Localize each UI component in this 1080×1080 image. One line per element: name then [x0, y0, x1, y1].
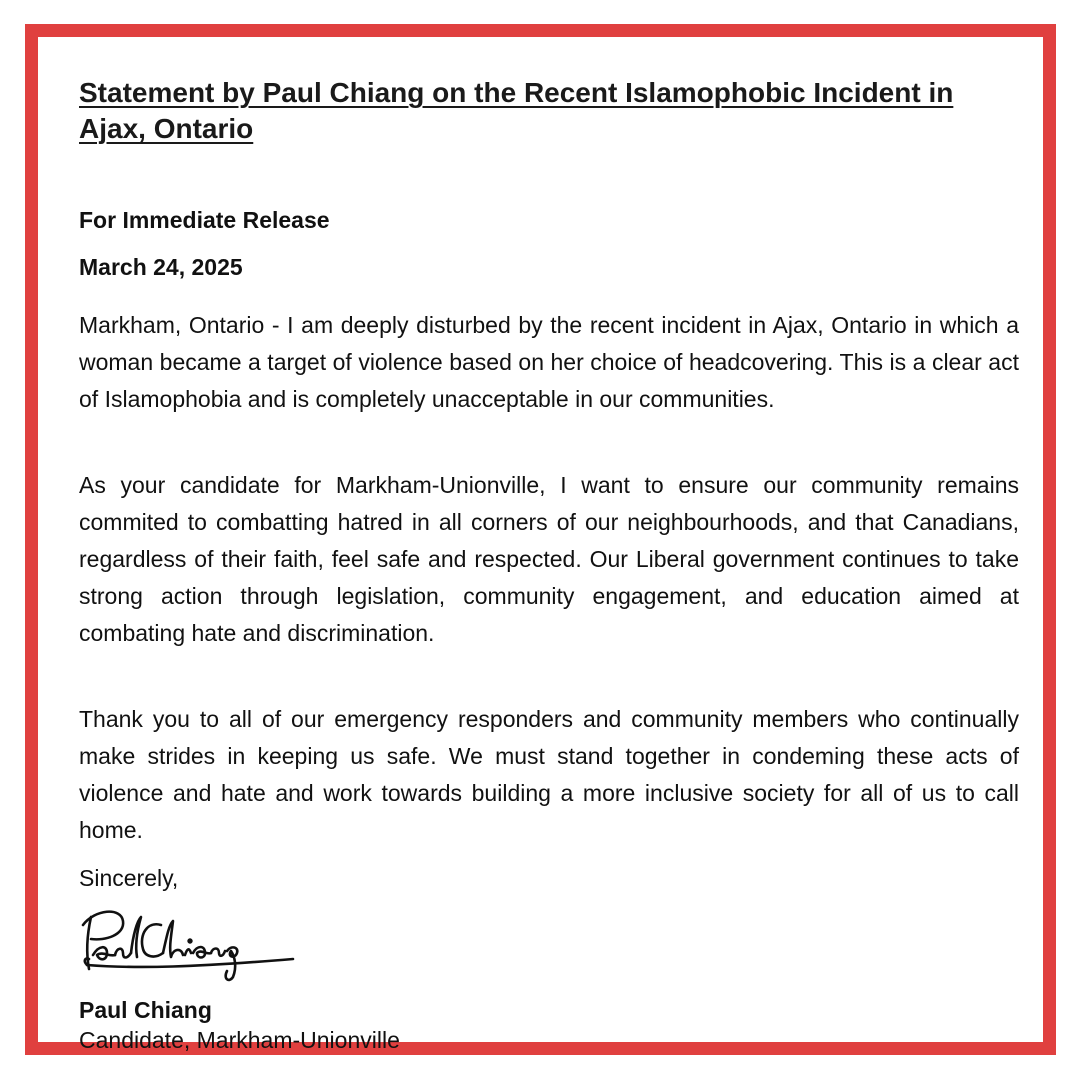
closing-salutation: Sincerely, [79, 865, 179, 891]
paragraph-2: As your candidate for Markham-Unionville, I want to ensure our community remains commited to combatting hatred in all corners of our neighbourhoods, and that Canadians, regardless of their faith, feel safe and respected. Our Liberal government continues to take strong action through legislation, community engagement, and education aimed at combating hate and discrimination. [79, 472, 1019, 646]
signer-name: Paul Chiang [79, 997, 212, 1023]
paragraph-3: Thank you to all of our emergency responders and community members who continually make strides in keeping us safe. We must stand together in condeming these acts of violence and hate and work towards building a more inclusive society for all of us to call home. [79, 706, 1019, 843]
release-label: For Immediate Release [79, 207, 330, 233]
paragraph-1: Markham, Ontario - I am deeply disturbed by the recent incident in Ajax, Ontario in which a woman became a target of violence based on her choice of headcovering. This is a clear act of Islamophobia and is completely unacceptable in our communities. [79, 312, 1019, 412]
handwritten-signature [77, 895, 297, 985]
red-border-frame [25, 24, 1056, 1055]
statement-document [79, 75, 1019, 1053]
signer-title: Candidate, Markham-Unionville [79, 1027, 400, 1053]
statement-title: Statement by Paul Chiang on the Recent Islamophobic Incident in Ajax, Ontario [79, 77, 954, 144]
release-date: March 24, 2025 [79, 254, 243, 280]
